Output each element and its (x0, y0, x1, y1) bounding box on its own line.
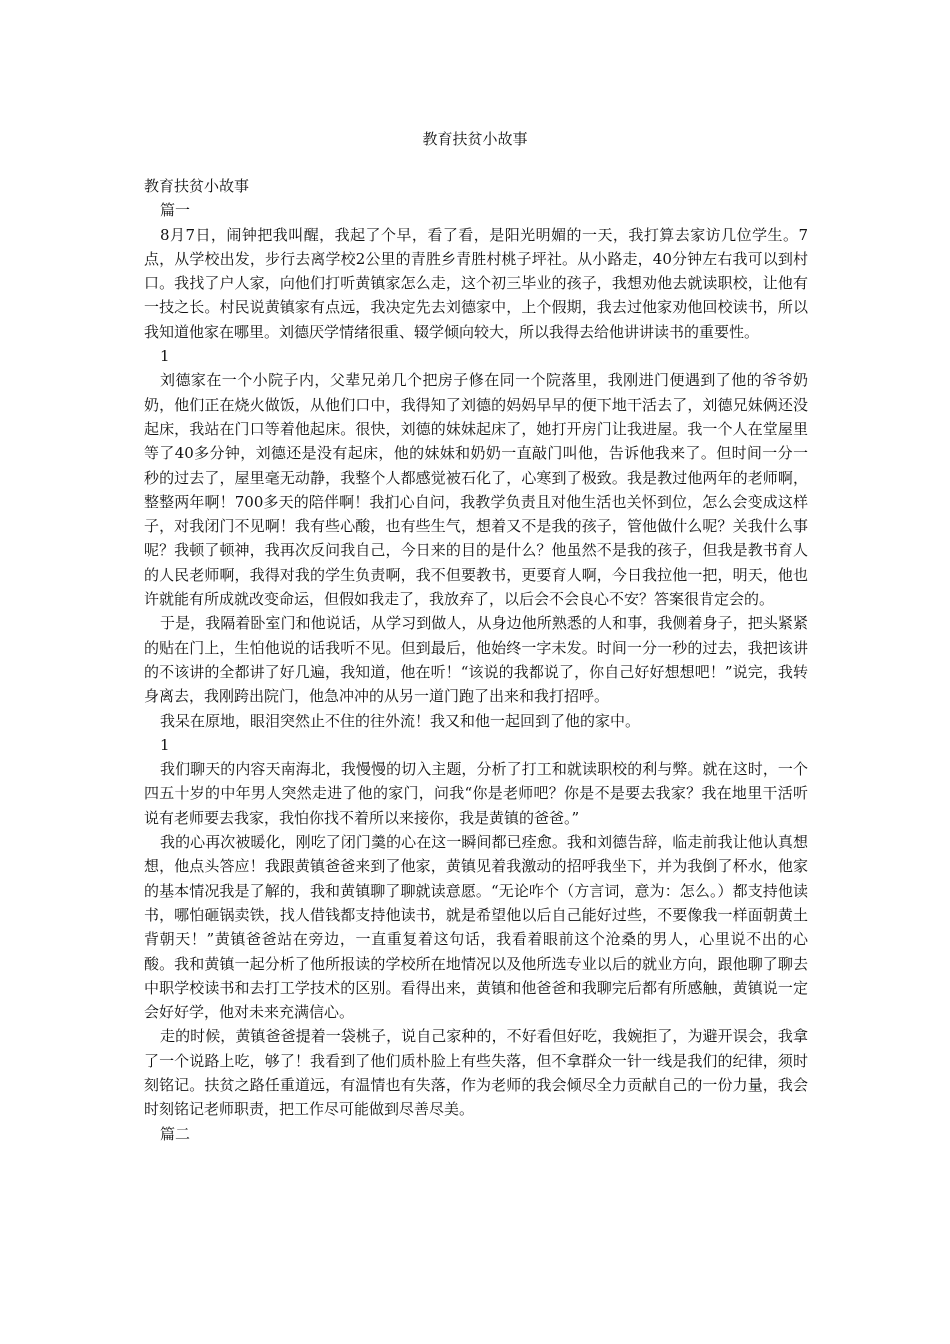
part-label: 篇二 (160, 1124, 191, 1143)
body-paragraph: 于是，我隔着卧室门和他说话，从学习到做人，从身边他所熟悉的人和事，我侧着身子，把头紧紧的贴在门上，生怕他说的话我听不见。但到最后，他始终一字未发。时间一分一秒的过去，我把该讲的不该讲的全都讲了好几遍，我知道，他在听！“该说的我都说了，你自己好好想想吧！”说完，我转身离去，我刚跨出院门，他急冲冲的从另一道门跑了出来和我打招呼。 (144, 614, 808, 706)
body-paragraph: 我们聊天的内容天南海北，我慢慢的切入主题，分析了打工和就读职校的利与弊。就在这时，一个四五十岁的中年男人突然走进了他的家门，问我“你是老师吧？你是不是要去我家？我在地里干活听说有老师要去我家，我怕你找不着所以来接你，我是黄镇的爸爸。” (144, 760, 808, 827)
body-paragraph: 走的时候，黄镇爸爸提着一袋桃子，说自己家种的，不好看但好吃，我婉拒了，为避开误会，我拿了一个说路上吃，够了！我看到了他们质朴脸上有些失落，但不拿群众一针一线是我们的纪律，须时刻铭记。扶贫之路任重道远，有温情也有失落，作为老师的我会倾尽全力贡献自己的一份力量，我会时刻铭记老师职责，把工作尽可能做到尽善尽美。 (144, 1027, 808, 1119)
document-body (144, 174, 808, 1146)
body-paragraph: 我呆在原地，眼泪突然止不住的往外流！我又和他一起回到了他的家中。 (160, 711, 641, 730)
document-title: 教育扶贫小故事 (422, 130, 528, 148)
body-paragraph: 刘德家在一个小院子内，父辈兄弟几个把房子修在同一个院落里，我刚进门便遇到了他的爷爷奶奶，他们正在烧火做饭，从他们口中，我得知了刘德的妈妈早早的便下地干活去了，刘德兄妹俩还没起床，我站在门口等着他起床。很快，刘德的妹妹起床了，她打开房门让我进屋。我一个人在堂屋里等了40多分钟，刘德还是没有起床，他的妹妹和奶奶一直敲门叫他，告诉他我来了。但时间一分一秒的过去了，屋里毫无动静，我整个人都感觉被石化了，心寒到了极致。我是教过他两年的老师啊，整整两年啊！700多天的陪伴啊！我扪心自问，我教学负责且对他生活也关怀到位，怎么会变成这样子，对我闭门不见啊！我有些心酸，也有些生气，想着又不是我的孩子，管他做什么呢？关我什么事呢？我顿了顿神，我再次反问我自己，今日来的目的是什么？他虽然不是我的孩子，但我是教书育人的人民老师啊，我得对我的学生负责啊，我不但要教书，更要育人啊，今日我拉他一把，明天，他也许就能有所成就改变命运，但假如我走了，我放弃了，以后会不会良心不安？答案很肯定会的。 (144, 371, 808, 609)
part-label: 篇一 (160, 201, 191, 220)
body-paragraph: 我的心再次被暖化，刚吃了闭门羹的心在这一瞬间都已痊愈。我和刘德告辞，临走前我让他认真想想，他点头答应！我跟黄镇爸爸来到了他家，黄镇见着我激动的招呼我坐下，并为我倒了杯水，他家的基本情况我是了解的，我和黄镇聊了聊就读意愿。“无论咋个（方言词，意为：怎么。）都支持他读书，哪怕砸锅卖铁，找人借钱都支持他读书，就是希望他以后自己能好过些，不要像我一样面朝黄土背朝天！”黄镇爸爸站在旁边，一直重复着这句话，我看着眼前这个沧桑的男人，心里说不出的心酸。我和黄镇一起分析了他所报读的学校所在地情况以及他所选专业以后的就业方向，跟他聊了聊去中职学校读书和去打工学技术的区别。看得出来，黄镇和他爸爸和我聊完后都有所感触，黄镇说一定会好好学，他对未来充满信心。 (144, 833, 808, 1022)
page-marker: 1 (160, 735, 170, 754)
body-paragraph: 8月7日，闹钟把我叫醒，我起了个早，看了看，是阳光明媚的一天，我打算去家访几位学生。7点，从学校出发，步行去离学校2公里的青胜乡青胜村桃子坪社。从小路走，40分钟左右我可以到村口。我找了户人家，向他们打听黄镇家怎么走，这个初三毕业的孩子，我想劝他去就读职校，让他有一技之长。村民说黄镇家有点远，我决定先去刘德家中，上个假期，我去过他家劝他回校读书，所以我知道他家在哪里。刘德厌学情绪很重、辍学倾向较大，所以我得去给他讲讲读书的重要性。 (144, 225, 808, 341)
section-heading: 教育扶贫小故事 (144, 177, 250, 195)
page-marker: 1 (160, 347, 170, 366)
